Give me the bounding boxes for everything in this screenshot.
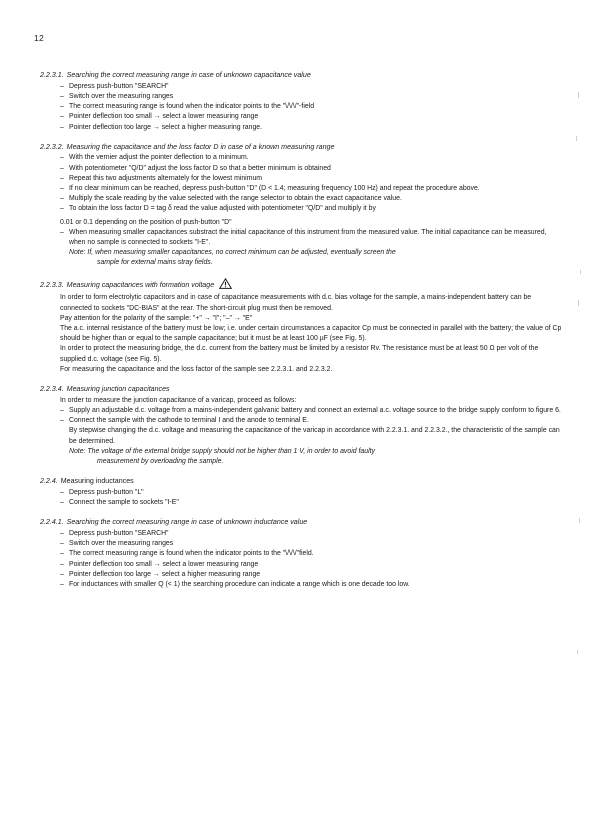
- list-item: – For inductances with smaller Q (< 1) the searching procedure can indicate a range which is one decade too low.: [60, 580, 562, 590]
- list-item: – With potentiometer "Q/D" adjust the loss factor D so that a better minimum is obtained: [60, 164, 562, 174]
- section-2-2-3-4: [40, 384, 562, 467]
- section-heading: 2.2.4. Measuring inductances: [40, 477, 134, 486]
- list-item: – Connect the sample with the cathode to terminal I and the anode to terminal E.: [60, 416, 562, 426]
- section-heading: 2.2.3.4. Measuring junction capacitances: [40, 384, 170, 393]
- section-heading: 2.2.3.3. Measuring capacitances with formation voltage: [40, 278, 562, 292]
- list-item: – Pointer deflection too large → select a higher measuring range: [60, 570, 562, 580]
- list-item: – Depress push-button "SEARCH": [60, 82, 562, 92]
- paragraph: In order to form electrolytic capacitors and in case of capacitance measurements with d.c. bias voltage for the sample, a mains-independent battery can be connected to sockets "DC-BIAS" at the rear. The short-circuit plug must then be removed.: [60, 294, 532, 312]
- paragraph: The a.c. internal resistance of the battery must be low; i.e. under certain circumstances a capacitor Cp must be connected in parallel with the battery; the value of Cp should be higher than or equal to the sample capacitance; but it must be at least 100 µF (see Fig. 5).: [60, 324, 562, 343]
- step-list: [60, 529, 562, 590]
- paragraph: By stepwise changing the d.c. voltage and measuring the capacitance of the varicap in accordance with 2.2.3.1. and 2.2.3.2., the characteristic of the sample can be determined.: [69, 427, 560, 445]
- list-item: – When measuring smaller capacitances substract the initial capacitance of this instrument from the measured value. The initial capacitance can be measured, when no sample is connected to sockets "I-E".: [60, 228, 562, 248]
- step-list: [60, 153, 562, 214]
- step-list: [60, 488, 562, 508]
- note-label: Note:: [69, 249, 86, 257]
- section-heading: 2.2.3.1. Searching the correct measuring range in case of unknown capacitance value: [40, 71, 311, 79]
- paragraph: 0.01 or 0.1 depending on the position of push-button "D": [60, 218, 232, 226]
- list-item: – Switch over the measuring ranges: [60, 539, 562, 549]
- list-item: – Pointer deflection too large → select a higher measuring range.: [60, 123, 562, 133]
- step-list: [60, 82, 562, 133]
- note-continuation: measurement by overloading the sample.: [97, 457, 224, 465]
- list-item: – Supply an adjustable d.c. voltage from a mains-independent galvanic battery and connect an external a.c. voltage source to the bridge supply conform to figure 6.: [60, 406, 562, 416]
- note-label: Note:: [69, 447, 86, 455]
- paragraph: In order to measure the junction capacitance of a varicap, proceed as follows:: [60, 396, 297, 404]
- list-item: – The correct measuring range is found when the indicator points to the "\/\/\/"field.: [60, 549, 562, 559]
- section-2-2-4: [40, 476, 562, 508]
- note: [60, 248, 562, 268]
- list-item: – To obtain the loss factor D = tag δ read the value adjusted with potentiometer "Q/D" and multiply it by: [60, 204, 562, 214]
- list-item: – If no clear minimum can be reached, depress push-button "D" (D < 1.4; measuring frequency 100 Hz) and repeat the procedure above.: [60, 184, 562, 194]
- list-item: – Multiply the scale reading by the value selected with the range selector to obtain the exact capacitance value.: [60, 194, 562, 204]
- scan-margin-specks: [566, 0, 586, 840]
- list-item: – The correct measuring range is found when the indicator points to the "\/\/\/"-field: [60, 102, 562, 112]
- note: [60, 447, 562, 467]
- section-heading: 2.2.3.2. Measuring the capacitance and the loss factor D in case of a known measuring range: [40, 142, 335, 151]
- step-list: [60, 406, 562, 426]
- list-item: – Pointer deflection too small → select a lower measuring range: [60, 112, 562, 122]
- note-text: The voltage of the external bridge supply should not be higher than 1 V, in order to avoid faulty: [87, 447, 375, 455]
- section-2-2-3-2: [40, 142, 562, 269]
- list-item: – Depress push-button "SEARCH": [60, 529, 562, 539]
- section-2-2-3-1: [40, 70, 562, 133]
- paragraph: For measuring the capacitance and the loss factor of the sample see 2.2.3.1. and 2.2.3.2.: [60, 365, 333, 373]
- paragraph: Pay attention for the polarity of the sample: "+" → "I"; "–" → "E": [60, 314, 253, 322]
- list-item: – Repeat this two adjustments alternately for the lowest minimum: [60, 174, 562, 184]
- list-item: – With the vernier adjust the pointer deflection to a minimum.: [60, 153, 562, 163]
- note-continuation: sample for external mains stray fields.: [97, 259, 213, 267]
- list-item: – Connect the sample to sockets "I-E": [60, 498, 562, 508]
- warning-triangle-icon: [219, 278, 232, 292]
- step-list: [60, 228, 562, 248]
- note-text: If, when measuring smaller capacitances, no correct minimum can be adjusted, eventually screen the: [87, 249, 396, 257]
- section-heading: 2.2.4.1. Searching the correct measuring range in case of unknown inductance value: [40, 518, 308, 527]
- section-2-2-3-3: [40, 278, 562, 375]
- document-body: [40, 70, 562, 599]
- list-item: – Switch over the measuring ranges: [60, 92, 562, 102]
- list-item: – Depress push-button "L": [60, 488, 562, 498]
- list-item: – Pointer deflection too small → select a lower measuring range: [60, 560, 562, 570]
- paragraph: In order to protect the measuring bridge, the d.c. current from the battery must be limited by a resistor Rv. The resistance must be at least 50 Ω per volt of the supplied d.c. voltage (see Fig. 5).: [60, 345, 539, 363]
- page-number: 12: [34, 33, 45, 43]
- section-2-2-4-1: [40, 517, 562, 590]
